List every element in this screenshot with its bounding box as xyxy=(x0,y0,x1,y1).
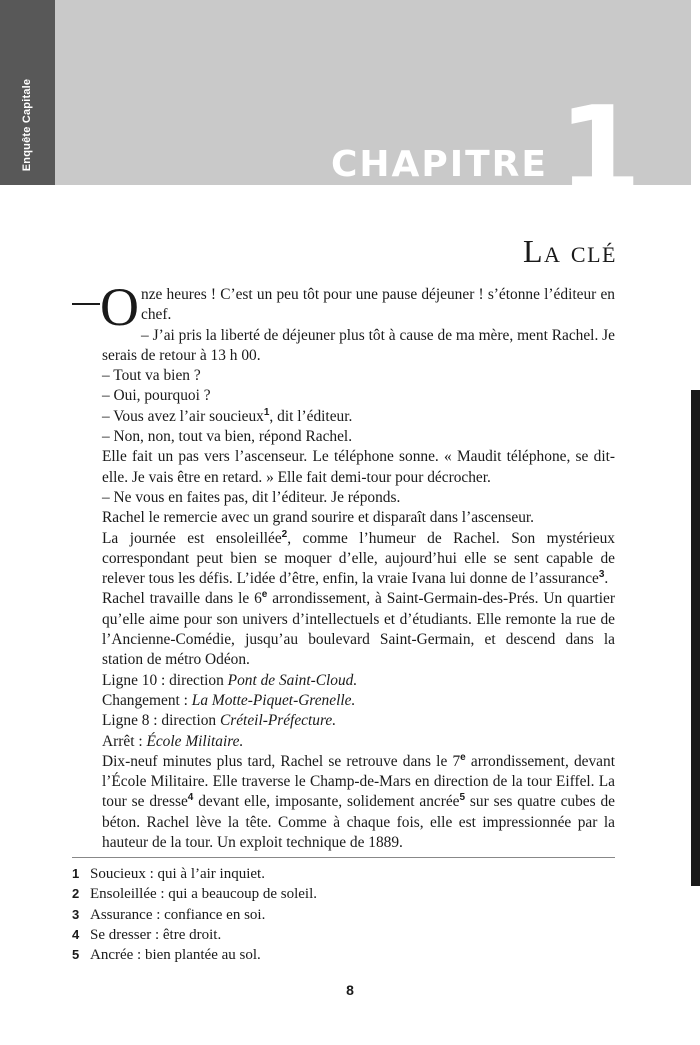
page-number: 8 xyxy=(346,982,354,998)
page-edge-marker xyxy=(691,390,700,886)
paragraph-2: – J’ai pris la liberté de déjeuner plus tôt à cause de ma mère, ment Rachel. Je serais de retour à 13 h 00. xyxy=(102,326,615,364)
paragraph-3: – Tout va bien ? xyxy=(102,367,201,385)
paragraph-11: Rachel travaille dans le 6e arrondissement, à Saint-Germain-des-Prés. Un quartier qu’elle aime pour son univers d’intellectuels et d’étudiants. Elle remonte la rue de l’Ancienne-Comédie, jusqu’au boulevard Saint-Germain, et descend dans la station de métro Odéon. xyxy=(102,589,615,669)
footnote: 5 Ancrée : bien plantée au sol. xyxy=(72,947,261,964)
paragraph-6: – Non, non, tout va bien, répond Rachel. xyxy=(102,428,353,446)
paragraph-7: Elle fait un pas vers l’ascenseur. Le téléphone sonne. « Maudit téléphone, se dit-elle. Je vais être en retard. » Elle fait demi-tour pour décrocher. xyxy=(102,448,615,486)
paragraph-9: Rachel le remercie avec un grand sourire et disparaît dans l’ascenseur. xyxy=(102,509,535,527)
footnote-ref-1: 1 xyxy=(263,406,270,418)
footnotes xyxy=(72,864,615,965)
footnote-divider xyxy=(72,857,615,858)
footnote-ref-5: 5 xyxy=(459,792,466,804)
footnote-ref-3: 3 xyxy=(598,569,605,581)
chapter-label: CHAPITRE xyxy=(330,144,548,185)
footnote: 2 Ensoleillée : qui a beaucoup de soleil. xyxy=(72,886,318,903)
running-head: Enquête Capitale xyxy=(21,78,33,172)
paragraph-5: – Vous avez l’air soucieux$^1$, dit l’éditeur. xyxy=(102,406,353,425)
route-line: Arrêt : École Militaire. xyxy=(102,732,244,750)
route-line: Ligne 10 : direction Pont de Saint-Cloud. xyxy=(102,671,358,689)
dialogue-dash xyxy=(72,303,100,305)
footnote-ref-2: 2 xyxy=(281,528,288,540)
footnote: 1 Soucieux : qui à l’air inquiet. xyxy=(72,866,265,882)
route-line: Ligne 8 : direction Créteil-Préfecture. xyxy=(102,712,337,730)
running-head-tab xyxy=(0,0,55,185)
drop-cap: O xyxy=(100,277,139,337)
footnote: 3 Assurance : confiance en soi. xyxy=(72,906,266,923)
paragraph-8: – Ne vous en faites pas, dit l’éditeur. Je réponds. xyxy=(102,488,401,506)
footnote: 4 Se dresser : être droit. xyxy=(72,926,222,943)
chapter-number: 1 xyxy=(558,82,642,221)
chapter-title: La clé xyxy=(523,233,617,269)
paragraph-1: Onze heures ! C’est un peu tôt pour une pause déjeuner ! s’étonne l’éditeur en chef. xyxy=(102,285,615,326)
paragraph-10: La journée est ensoleillée$^2$, comme l’humeur de Rachel. Son mystérieux correspondant peut bien se moquer d’elle, aujourd’hui elle se sent capable de relever tous les défis. L’idée d’être, enfin, la vraie Ivana lui donne de l’assurance$^3$. xyxy=(102,528,615,588)
footnote-ref-4: 4 xyxy=(187,792,194,804)
paragraph-4: – Oui, pourquoi ? xyxy=(102,387,211,405)
body-text xyxy=(100,277,615,853)
route-line: Changement : La Motte-Piquet-Grenelle. xyxy=(102,691,356,709)
paragraph-12: Dix-neuf minutes plus tard, Rachel se retrouve dans le 7e arrondissement, devant l’École Militaire. Elle traverse le Champ-de-Mars en direction de la tour Eiffel. La tour se dresse$^4$ devant elle, imposante, solidement ancrée$^5$ sur ses quatre cubes de béton. Rachel lève la tête. Comme à chaque fois, elle est impressionnée par la hauteur de la tour. Un exploit technique de 1889. xyxy=(102,751,615,852)
